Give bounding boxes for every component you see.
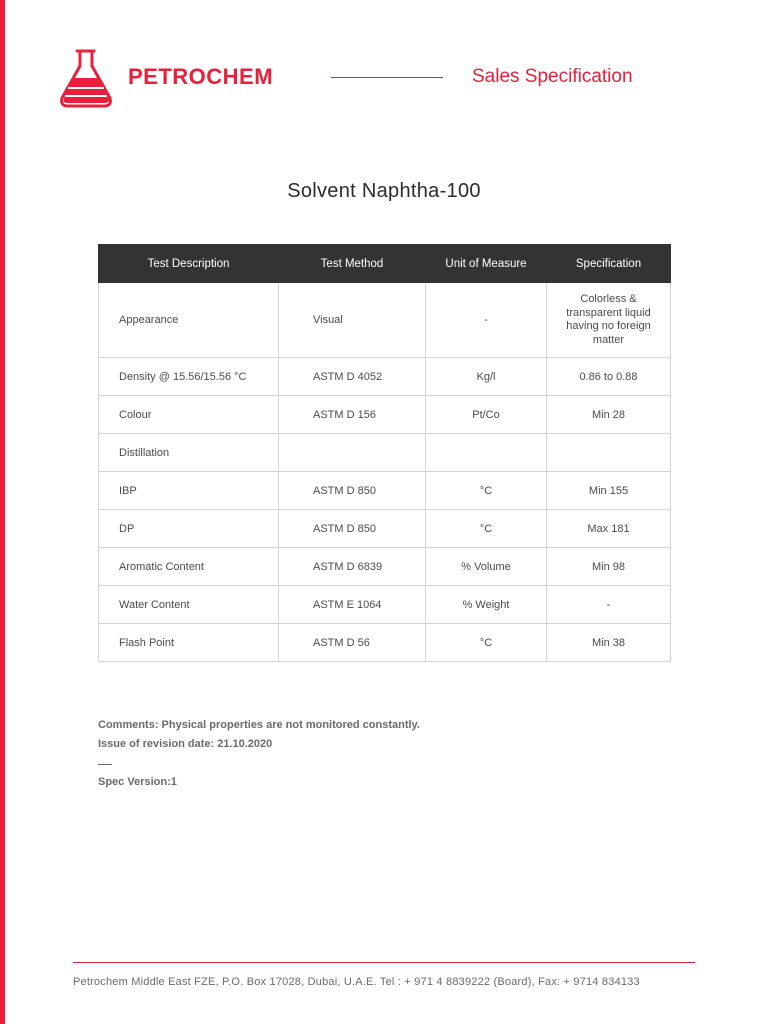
column-header-unit-of-measure: Unit of Measure	[426, 245, 547, 283]
cell-unit: Kg/l	[426, 358, 547, 396]
cell-unit: % Volume	[426, 548, 547, 586]
table-row	[99, 472, 671, 510]
cell-unit: °C	[426, 472, 547, 510]
table-row	[99, 283, 671, 358]
column-header-test-description: Test Description	[99, 245, 279, 283]
notes-section	[98, 718, 420, 794]
cell-test-description: IBP	[99, 472, 279, 510]
table-row	[99, 510, 671, 548]
cell-test-method: ASTM D 156	[279, 396, 426, 434]
cell-specification	[547, 434, 671, 472]
cell-specification: Max 181	[547, 510, 671, 548]
comments-text: Comments: Physical properties are not monitored constantly.	[98, 719, 420, 731]
cell-unit: Pt/Co	[426, 396, 547, 434]
cell-test-description: Water Content	[99, 586, 279, 624]
cell-test-method: ASTM D 850	[279, 472, 426, 510]
table-header-row	[99, 245, 671, 283]
cell-unit: -	[426, 283, 547, 358]
table-row	[99, 548, 671, 586]
cell-test-method: ASTM E 1064	[279, 586, 426, 624]
cell-specification: 0.86 to 0.88	[547, 358, 671, 396]
cell-unit: °C	[426, 624, 547, 662]
cell-specification: Min 38	[547, 624, 671, 662]
left-accent-bar	[0, 0, 5, 1024]
cell-test-description: DP	[99, 510, 279, 548]
header-divider	[331, 77, 443, 78]
cell-test-method: Visual	[279, 283, 426, 358]
cell-test-description: Flash Point	[99, 624, 279, 662]
cell-unit: °C	[426, 510, 547, 548]
column-header-specification: Specification	[547, 245, 671, 283]
header-title: Sales Specification	[472, 66, 633, 87]
document-title: Solvent Naphtha-100	[287, 180, 481, 202]
cell-test-method: ASTM D 4052	[279, 358, 426, 396]
table-row	[99, 586, 671, 624]
cell-test-method: ASTM D 56	[279, 624, 426, 662]
cell-test-description: Aromatic Content	[99, 548, 279, 586]
cell-test-method	[279, 434, 426, 472]
footer-divider	[73, 962, 695, 963]
cell-specification: Min 155	[547, 472, 671, 510]
spec-table	[98, 244, 671, 662]
cell-test-method: ASTM D 850	[279, 510, 426, 548]
table-row	[99, 396, 671, 434]
cell-test-method: ASTM D 6839	[279, 548, 426, 586]
cell-specification: Min 28	[547, 396, 671, 434]
cell-test-description: Colour	[99, 396, 279, 434]
cell-unit: % Weight	[426, 586, 547, 624]
spec-version-text: Spec Version:1	[98, 776, 177, 788]
cell-specification: Colorless & transparent liquid having no foreign matter	[547, 283, 671, 358]
table-row	[99, 624, 671, 662]
revision-date-text: Issue of revision date: 21.10.2020	[98, 738, 273, 750]
cell-specification: Min 98	[547, 548, 671, 586]
cell-test-description: Appearance	[99, 283, 279, 358]
cell-test-description: Density @ 15.56/15.56 °C	[99, 358, 279, 396]
flask-icon	[58, 48, 116, 110]
notes-divider	[98, 764, 112, 765]
cell-unit	[426, 434, 547, 472]
table-row	[99, 358, 671, 396]
footer-contact-text: Petrochem Middle East FZE, P.O. Box 17028, Dubai, U.A.E. Tel : + 971 4 8839222 (Board), Fax: + 9714 834133	[73, 976, 640, 988]
table-row	[99, 434, 671, 472]
cell-test-description: Distillation	[99, 434, 279, 472]
cell-specification: -	[547, 586, 671, 624]
column-header-test-method: Test Method	[279, 245, 426, 283]
brand-name: PETROCHEM	[128, 64, 274, 89]
